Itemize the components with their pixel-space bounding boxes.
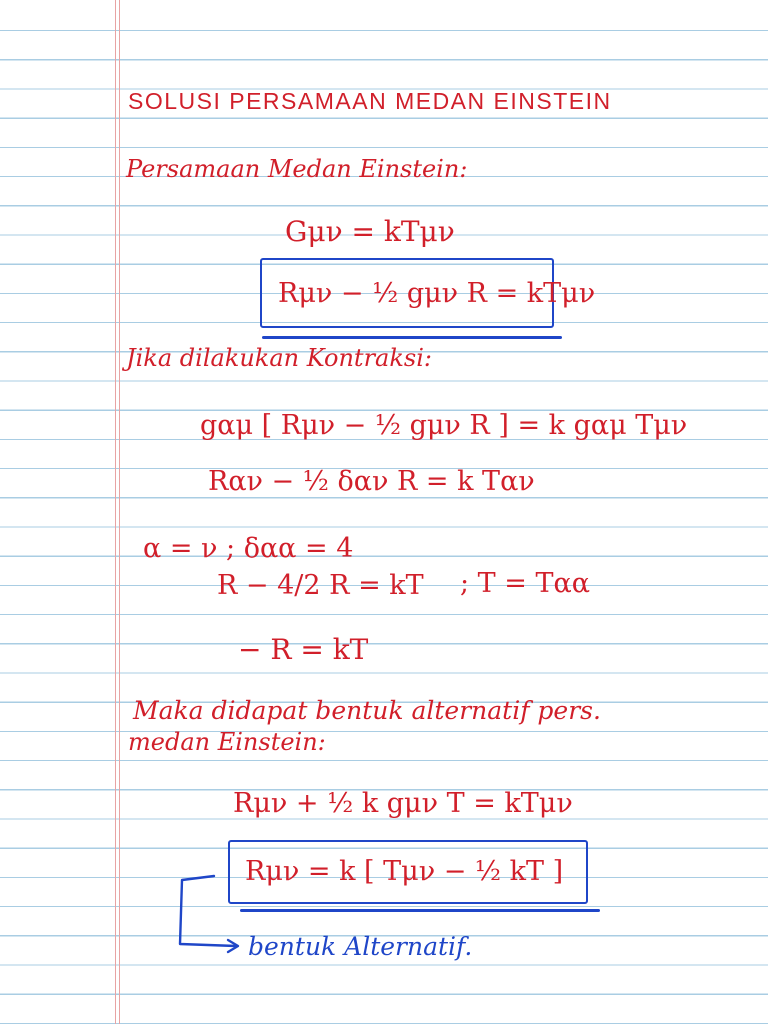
page-title: SOLUSI PERSAMAAN MEDAN EINSTEIN — [128, 88, 612, 114]
equation-alternative-1: Rμν + ½ k gμν T = kTμν — [233, 788, 573, 819]
equation-field-boxed: Rμν − ½ gμν R = kTμν — [278, 278, 596, 309]
label-alternative-form: bentuk Alternatif. — [248, 932, 473, 961]
heading-field-equation: Persamaan Medan Einstein: — [126, 155, 468, 183]
equation-trace-definition: ; T = Tαα — [460, 568, 590, 599]
equation-trace-2: − R = kT — [238, 633, 369, 666]
equation-alternative-boxed: Rμν = k [ Tμν − ½ kT ] — [245, 856, 564, 887]
equation-index-condition: α = ν ; δαα = 4 — [143, 533, 354, 564]
equation-trace-1: R − 4/2 R = kT — [217, 570, 424, 601]
equation-einstein-tensor: Gμν = kTμν — [285, 215, 455, 248]
heading-contraction: Jika dilakukan Kontraksi: — [126, 344, 432, 372]
equation-contraction-1: gαμ [ Rμν − ½ gμν R ] = k gαμ Tμν — [200, 410, 688, 441]
heading-alternative-line-2: medan Einstein: — [128, 728, 326, 756]
equation-contraction-2: Rαν − ½ δαν R = k Tαν — [208, 466, 535, 497]
heading-alternative-line-1: Maka didapat bentuk alternatif pers. — [133, 696, 601, 725]
